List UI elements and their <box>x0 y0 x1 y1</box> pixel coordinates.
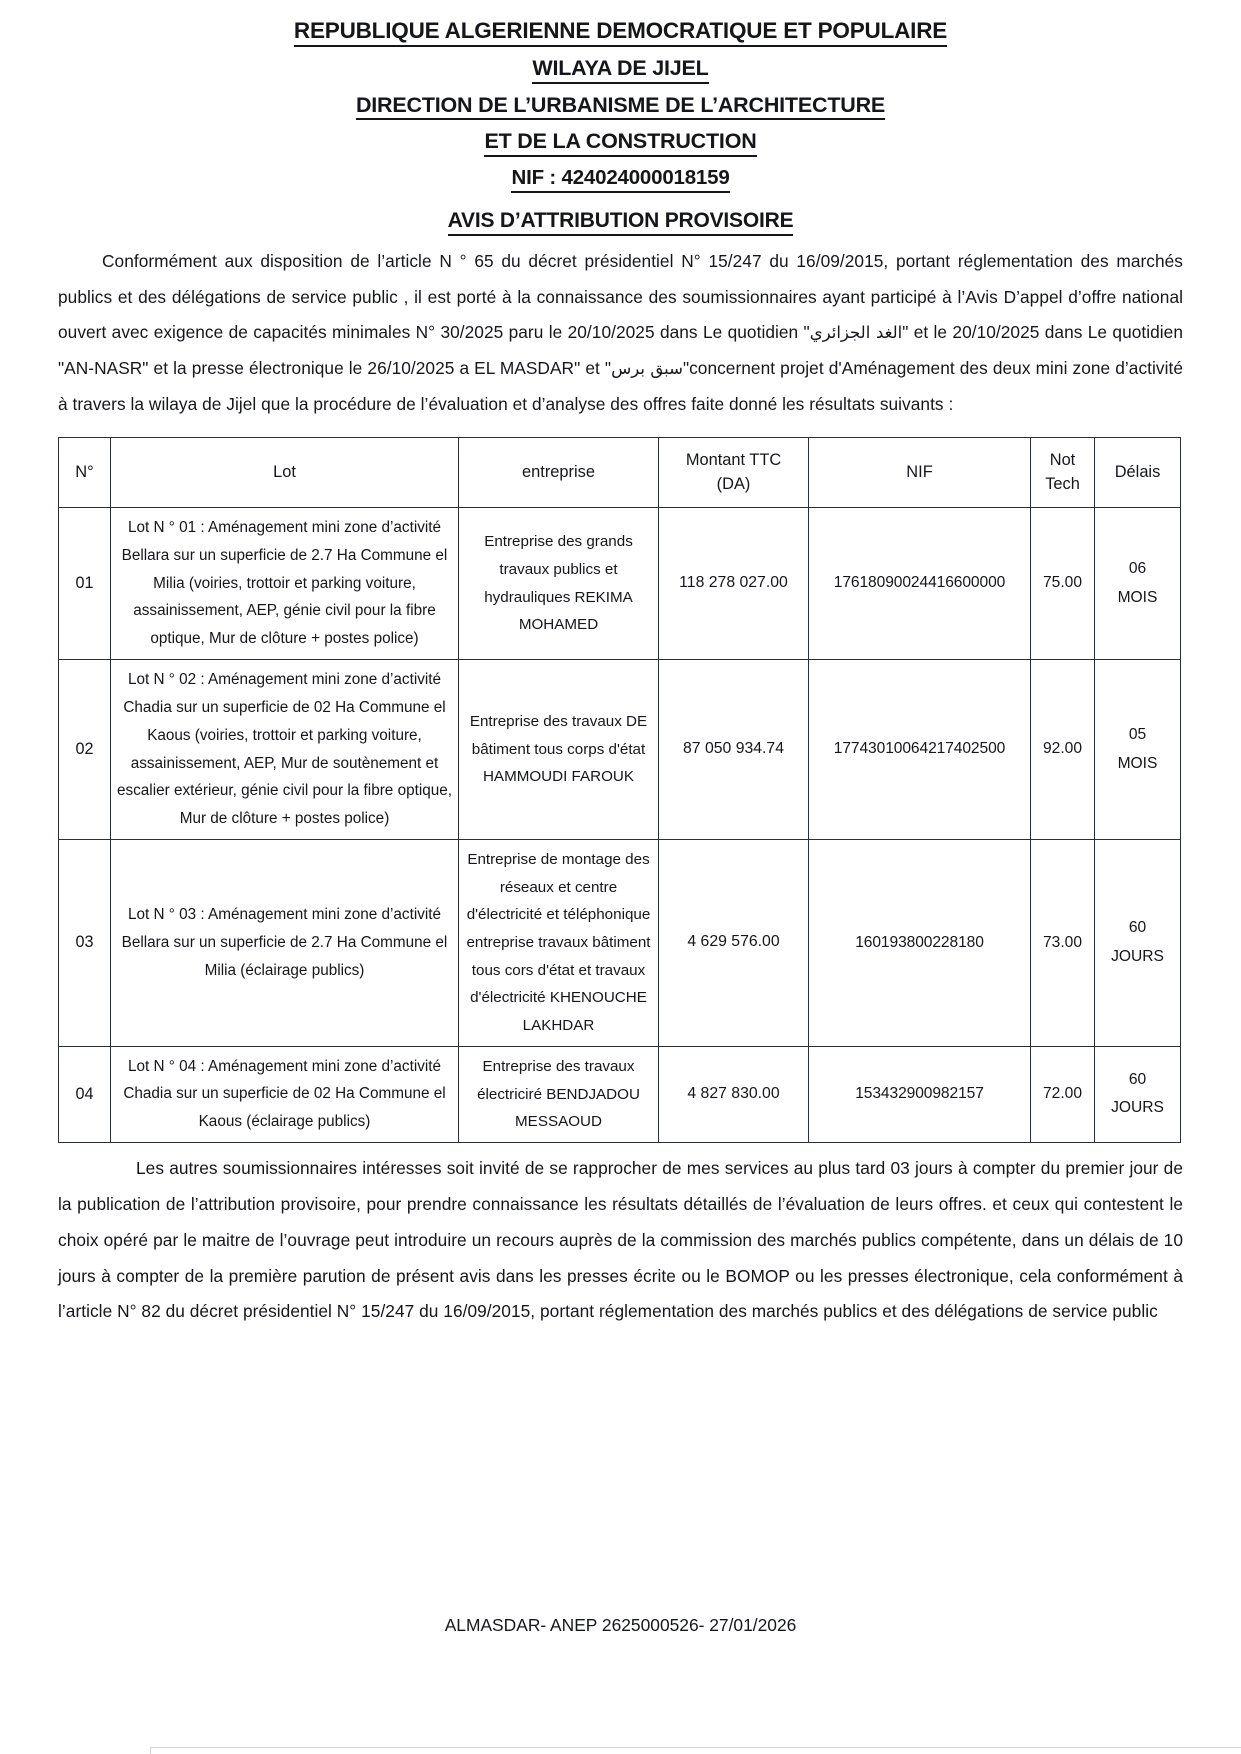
header-line-direction <box>58 93 1183 121</box>
header-line-nif <box>58 166 1183 193</box>
intro-part-4: "concernent projet d'Aménagement des deux mini zone d’activité à travers la wilaya de Jijel que la procédure de l’évaluation et d’analyse des offres faite donné les résultats suivants : <box>58 358 1183 414</box>
closing-text: Les autres soumissionnaires intéresses soit invité de se rapprocher de mes services au plus tard 03 jours à compter du premier jour de la publication de l’attribution provisoire, pour prendre connaissance les résultats détaillés de l’évaluation de leurs offres. et ceux qui contestent le choix opéré par le maitre de l’ouvrage peut introduire un recours auprès de la commission des marchés publics compétente, dans un délais de 10 jours à compter de la première parution de présent avis dans les presses écrite ou le BOMOP ou les presses électronique, cela conformément à l’article N° 82 du décret présidentiel N° 15/247 du 16/09/2015, portant réglementation des marchés publics et des délégations de service public <box>58 1158 1183 1322</box>
header-line-construction-text: ET DE LA CONSTRUCTION <box>484 129 756 157</box>
table-header-row <box>59 437 1181 507</box>
cell-delais-unit: MOIS <box>1117 754 1158 772</box>
document-header <box>58 18 1183 236</box>
cell-lot: Lot N ° 04 : Aménagement mini zone d’activité Chadia sur un superficie de 02 Ha Commune el Kaous (éclairage publics) <box>111 1046 459 1142</box>
cell-entreprise: Entreprise des travaux électriciré BENDJADOU MESSAOUD <box>459 1046 659 1142</box>
cell-nif: 17743010064217402500 <box>809 660 1031 840</box>
table-row <box>59 660 1181 840</box>
column-header-not-line2: Tech <box>1045 475 1080 494</box>
footer-anep <box>0 1615 1241 1636</box>
cell-delais-value: 06 <box>1128 560 1147 578</box>
table-row <box>59 840 1181 1047</box>
cell-lot: Lot N ° 02 : Aménagement mini zone d’activité Chadia sur un superficie de 02 Ha Commune el Kaous (voiries, trottoir et parking voiture, assainissement, AEP, Mur de soutènement et escalier extérieur, génie civil pour la fibre optique, Mur de clôture + postes police) <box>111 660 459 840</box>
cell-delais <box>1095 507 1181 659</box>
header-line-republic <box>58 18 1183 47</box>
cell-not-tech: 72.00 <box>1031 1046 1095 1142</box>
header-line-wilaya <box>58 56 1183 84</box>
cell-not-tech: 75.00 <box>1031 507 1095 659</box>
table-row <box>59 1046 1181 1142</box>
cell-not-tech: 92.00 <box>1031 660 1095 840</box>
cell-montant: 87 050 934.74 <box>659 660 809 840</box>
header-line-wilaya-text: WILAYA DE JIJEL <box>532 56 708 84</box>
page-edge-marker <box>150 1747 1241 1754</box>
cell-delais <box>1095 1046 1181 1142</box>
column-header-not-line1: Not <box>1049 450 1076 469</box>
cell-no: 03 <box>59 840 111 1047</box>
column-header-no: N° <box>59 437 111 507</box>
column-header-nif: NIF <box>809 437 1031 507</box>
intro-part-2: " <box>902 322 914 343</box>
intro-part-1: Conformément aux disposition de l’article N ° 65 du décret présidentiel N° 15/247 du 16/09/2015, portant réglementation des marchés publics et des délégations de service public , il est porté à la connaissance des soumissionnaires ayant participé à l’Avis D’appel d’offre national ouvert avec exigence de capacités minimales N° 30/2025 paru le 20/10/2025 dans Le quotidien " <box>58 250 1183 343</box>
header-line-construction <box>58 129 1183 157</box>
footer-text: ALMASDAR- ANEP 2625000526- 27/01/2026 <box>444 1615 797 1635</box>
cell-no: 02 <box>59 660 111 840</box>
cell-no: 01 <box>59 507 111 659</box>
cell-not-tech: 73.00 <box>1031 840 1095 1047</box>
document-title <box>58 209 1183 236</box>
table-body <box>59 507 1181 1142</box>
column-header-delais: Délais <box>1095 437 1181 507</box>
column-header-not-tech <box>1031 437 1095 507</box>
intro-paragraph <box>58 244 1183 423</box>
document-title-text: AVIS D’ATTRIBUTION PROVISOIRE <box>448 209 794 236</box>
cell-montant: 118 278 027.00 <box>659 507 809 659</box>
cell-montant: 4 827 830.00 <box>659 1046 809 1142</box>
column-header-lot: Lot <box>111 437 459 507</box>
cell-delais <box>1095 840 1181 1047</box>
cell-montant: 4 629 576.00 <box>659 840 809 1047</box>
table-row <box>59 507 1181 659</box>
cell-no: 04 <box>59 1046 111 1142</box>
cell-lot: Lot N ° 03 : Aménagement mini zone d’activité Bellara sur un superficie de 2.7 Ha Commune el Milia (éclairage publics) <box>111 840 459 1047</box>
header-line-direction-text: DIRECTION DE L’URBANISME DE L’ARCHITECTURE <box>356 93 885 121</box>
cell-nif: 153432900982157 <box>809 1046 1031 1142</box>
cell-entreprise: Entreprise des travaux DE bâtiment tous corps d'état HAMMOUDI FAROUK <box>459 660 659 840</box>
header-line-republic-text: REPUBLIQUE ALGERIENNE DEMOCRATIQUE ET POPULAIRE <box>294 18 947 47</box>
intro-arabic-el-ghad: الغد الجزائري <box>809 323 903 343</box>
cell-delais-unit: JOURS <box>1111 947 1164 965</box>
column-header-montant <box>659 437 809 507</box>
cell-nif: 160193800228180 <box>809 840 1031 1047</box>
cell-delais-unit: JOURS <box>1111 1099 1164 1117</box>
intro-part-3: et le 20/10/2025 dans Le quotidien "AN-NASR" et la presse électronique le 26/10/2025 a EL MASDAR" et " <box>58 322 1184 379</box>
cell-entreprise: Entreprise des grands travaux publics et hydrauliques REKIMA MOHAMED <box>459 507 659 659</box>
cell-delais-unit: MOIS <box>1117 588 1158 606</box>
column-header-montant-line2: (DA) <box>716 475 751 494</box>
column-header-montant-line1: Montant TTC <box>685 450 782 469</box>
cell-entreprise: Entreprise de montage des réseaux et centre d'électricité et téléphonique entreprise travaux bâtiment tous cors d'état et travaux d'électricité KHENOUCHE LAKHDAR <box>459 840 659 1047</box>
cell-delais-value: 05 <box>1128 726 1147 744</box>
attribution-results-table <box>58 437 1181 1143</box>
header-line-nif-text: NIF : 424024000018159 <box>511 166 729 193</box>
cell-lot: Lot N ° 01 : Aménagement mini zone d’activité Bellara sur un superficie de 2.7 Ha Commune el Milia (voiries, trottoir et parking voiture, assainissement, AEP, génie civil pour la fibre optique, Mur de clôture + postes police) <box>111 507 459 659</box>
column-header-entreprise: entreprise <box>459 437 659 507</box>
cell-delais-value: 60 <box>1128 1071 1147 1088</box>
table-head <box>59 437 1181 507</box>
intro-arabic-sabaq-press: سبق برس <box>611 359 683 379</box>
cell-delais <box>1095 660 1181 840</box>
cell-nif: 17618090024416600000 <box>809 507 1031 659</box>
cell-delais-value: 60 <box>1128 919 1147 937</box>
closing-paragraph <box>58 1151 1183 1330</box>
